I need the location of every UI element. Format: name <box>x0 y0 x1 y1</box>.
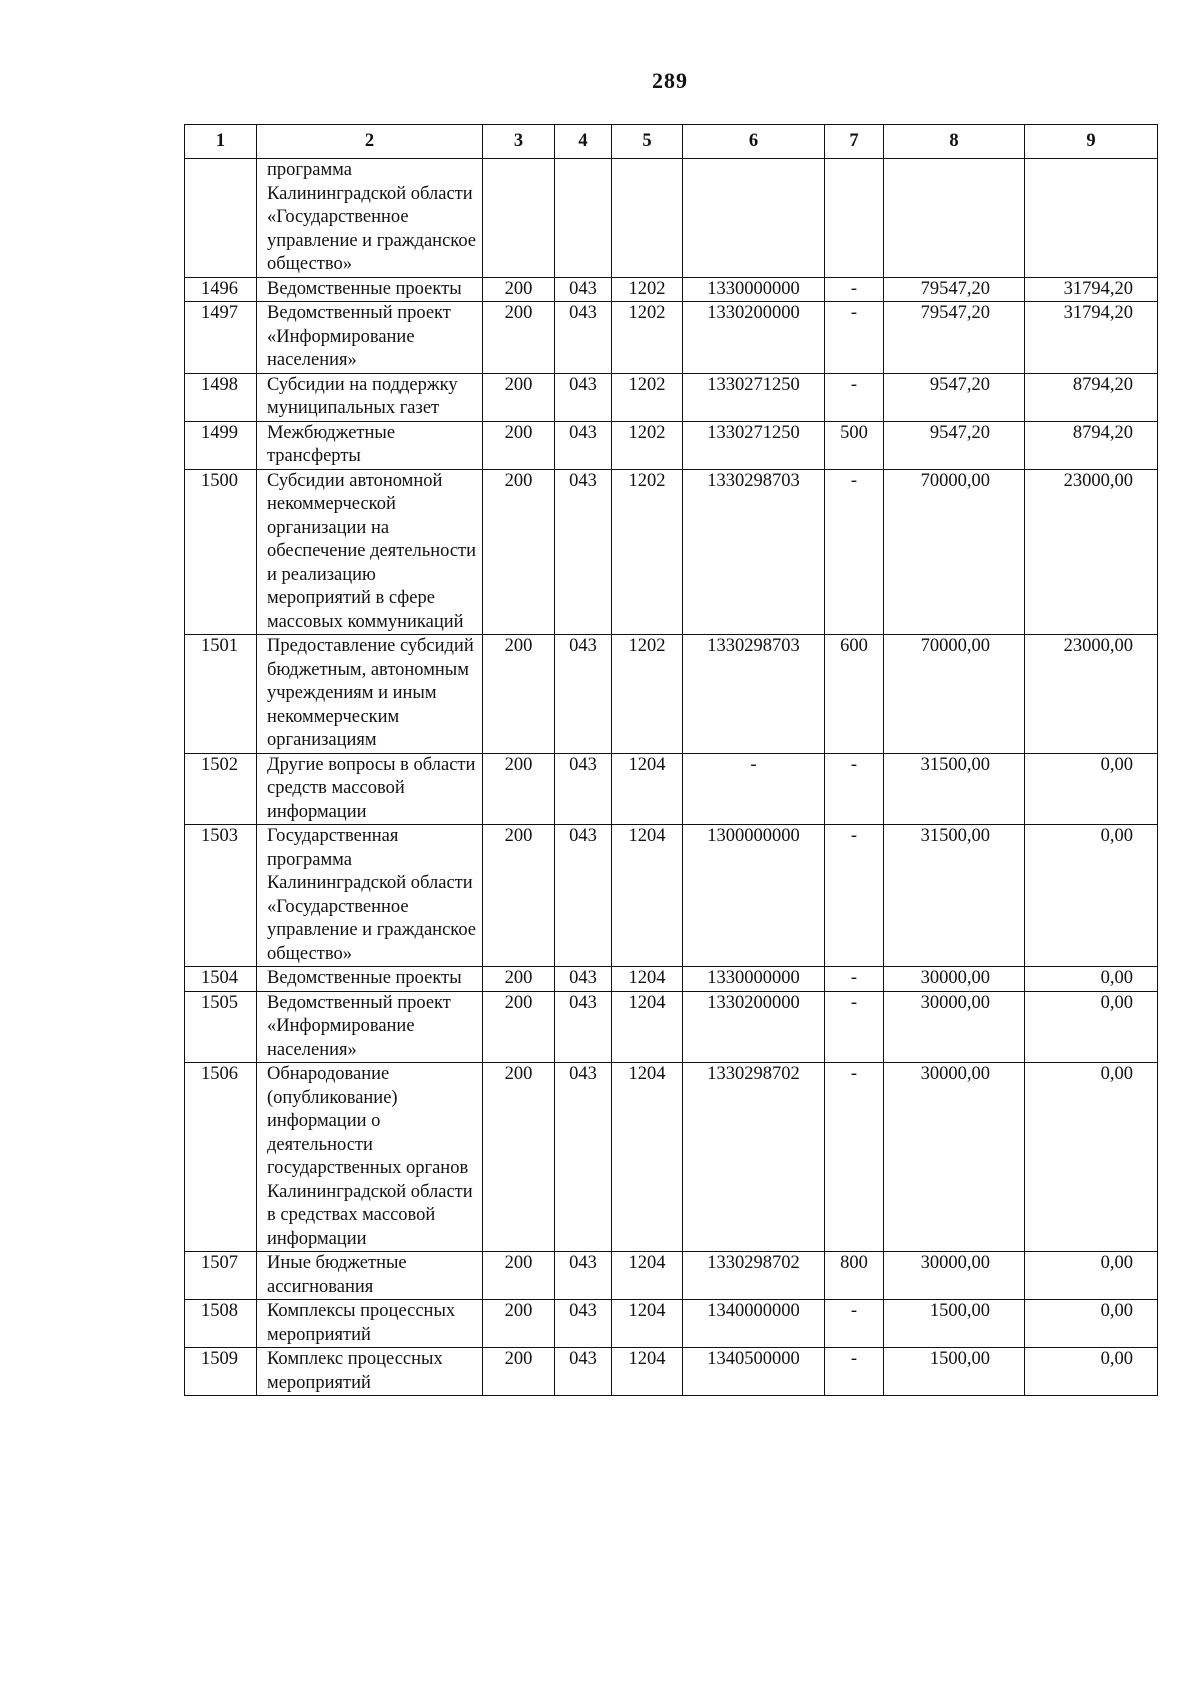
col6-cell: 1330200000 <box>683 991 825 1063</box>
col8-amount-cell: 30000,00 <box>884 991 1025 1063</box>
col5-cell: 1204 <box>612 1348 683 1396</box>
header-row <box>185 125 1158 159</box>
col4-cell: 043 <box>555 1252 612 1300</box>
col7-cell: 500 <box>825 421 884 469</box>
col7-cell <box>825 159 884 278</box>
row-number-cell <box>185 159 257 278</box>
col5-cell: 1204 <box>612 825 683 967</box>
col8-amount-cell: 31500,00 <box>884 825 1025 967</box>
col6-cell: 1330000000 <box>683 277 825 302</box>
col5-cell: 1204 <box>612 1300 683 1348</box>
col4-cell: 043 <box>555 421 612 469</box>
col5-cell: 1202 <box>612 277 683 302</box>
col8-amount-cell: 70000,00 <box>884 469 1025 635</box>
row-name-cell: Ведомственный проект «Информирование населения» <box>257 991 483 1063</box>
col3-cell: 200 <box>483 421 555 469</box>
row-number-cell: 1507 <box>185 1252 257 1300</box>
row-name-cell: программа Калининградской области «Государственное управление и гражданское общество» <box>257 159 483 278</box>
col3-cell <box>483 159 555 278</box>
col8-amount-cell: 9547,20 <box>884 421 1025 469</box>
table-row <box>185 421 1158 469</box>
col6-cell: 1330298703 <box>683 469 825 635</box>
col6-cell <box>683 159 825 278</box>
col4-cell: 043 <box>555 753 612 825</box>
col5-cell: 1202 <box>612 302 683 374</box>
col4-cell: 043 <box>555 991 612 1063</box>
col3-cell: 200 <box>483 753 555 825</box>
row-name-cell: Субсидии автономной некоммерческой организации на обеспечение деятельности и реализацию мероприятий в сфере массовых коммуникаций <box>257 469 483 635</box>
budget-table <box>184 124 1158 1396</box>
col3-cell: 200 <box>483 825 555 967</box>
row-number-cell: 1502 <box>185 753 257 825</box>
col5-cell: 1204 <box>612 753 683 825</box>
col5-cell: 1202 <box>612 635 683 754</box>
row-number-cell: 1505 <box>185 991 257 1063</box>
col4-cell: 043 <box>555 277 612 302</box>
col6-cell: 1340500000 <box>683 1348 825 1396</box>
table-row <box>185 991 1158 1063</box>
column-header: 2 <box>257 125 483 159</box>
col4-cell: 043 <box>555 635 612 754</box>
col7-cell: - <box>825 302 884 374</box>
row-name-cell: Комплекс процессных мероприятий <box>257 1348 483 1396</box>
col7-cell: - <box>825 825 884 967</box>
table-row <box>185 1063 1158 1252</box>
table-row <box>185 302 1158 374</box>
col7-cell: - <box>825 277 884 302</box>
row-name-cell: Межбюджетные трансферты <box>257 421 483 469</box>
column-header: 4 <box>555 125 612 159</box>
col3-cell: 200 <box>483 373 555 421</box>
col8-amount-cell: 70000,00 <box>884 635 1025 754</box>
col7-cell: 600 <box>825 635 884 754</box>
row-number-cell: 1501 <box>185 635 257 754</box>
col9-amount-cell: 0,00 <box>1025 753 1158 825</box>
col3-cell: 200 <box>483 1063 555 1252</box>
col4-cell: 043 <box>555 373 612 421</box>
col5-cell: 1204 <box>612 1252 683 1300</box>
column-header: 7 <box>825 125 884 159</box>
col3-cell: 200 <box>483 1348 555 1396</box>
row-name-cell: Ведомственные проекты <box>257 277 483 302</box>
row-name-cell: Субсидии на поддержку муниципальных газет <box>257 373 483 421</box>
row-number-cell: 1509 <box>185 1348 257 1396</box>
col8-amount-cell: 1500,00 <box>884 1348 1025 1396</box>
col6-cell: 1340000000 <box>683 1300 825 1348</box>
column-header: 8 <box>884 125 1025 159</box>
col9-amount-cell: 0,00 <box>1025 991 1158 1063</box>
row-name-cell: Государственная программа Калининградской области «Государственное управление и гражданское общество» <box>257 825 483 967</box>
col7-cell: - <box>825 967 884 992</box>
col9-amount-cell: 8794,20 <box>1025 421 1158 469</box>
col6-cell: 1330000000 <box>683 967 825 992</box>
row-number-cell: 1497 <box>185 302 257 374</box>
table-row <box>185 635 1158 754</box>
col6-cell: - <box>683 753 825 825</box>
row-name-cell: Ведомственный проект «Информирование населения» <box>257 302 483 374</box>
col9-amount-cell: 0,00 <box>1025 967 1158 992</box>
col5-cell: 1202 <box>612 421 683 469</box>
table-row <box>185 1300 1158 1348</box>
col4-cell: 043 <box>555 1348 612 1396</box>
column-header: 9 <box>1025 125 1158 159</box>
col9-amount-cell: 23000,00 <box>1025 469 1158 635</box>
row-number-cell: 1503 <box>185 825 257 967</box>
col3-cell: 200 <box>483 967 555 992</box>
col3-cell: 200 <box>483 302 555 374</box>
table-row <box>185 373 1158 421</box>
col4-cell: 043 <box>555 1300 612 1348</box>
table-row <box>185 967 1158 992</box>
col9-amount-cell: 31794,20 <box>1025 302 1158 374</box>
column-header: 6 <box>683 125 825 159</box>
col5-cell: 1202 <box>612 373 683 421</box>
table-row <box>185 469 1158 635</box>
col5-cell: 1204 <box>612 991 683 1063</box>
col7-cell: - <box>825 991 884 1063</box>
col3-cell: 200 <box>483 635 555 754</box>
col8-amount-cell: 31500,00 <box>884 753 1025 825</box>
row-name-cell: Комплексы процессных мероприятий <box>257 1300 483 1348</box>
row-name-cell: Иные бюджетные ассигнования <box>257 1252 483 1300</box>
col6-cell: 1330271250 <box>683 373 825 421</box>
row-name-cell: Ведомственные проекты <box>257 967 483 992</box>
col8-amount-cell: 79547,20 <box>884 277 1025 302</box>
row-number-cell: 1499 <box>185 421 257 469</box>
col3-cell: 200 <box>483 991 555 1063</box>
col8-amount-cell: 9547,20 <box>884 373 1025 421</box>
row-number-cell: 1496 <box>185 277 257 302</box>
page-number: 289 <box>652 68 688 93</box>
table-row <box>185 1252 1158 1300</box>
col3-cell: 200 <box>483 277 555 302</box>
row-number-cell: 1498 <box>185 373 257 421</box>
col8-amount-cell: 79547,20 <box>884 302 1025 374</box>
table-row <box>185 277 1158 302</box>
col5-cell: 1204 <box>612 967 683 992</box>
col9-amount-cell <box>1025 159 1158 278</box>
col8-amount-cell <box>884 159 1025 278</box>
row-number-cell: 1506 <box>185 1063 257 1252</box>
col6-cell: 1330298702 <box>683 1252 825 1300</box>
col6-cell: 1330200000 <box>683 302 825 374</box>
col3-cell: 200 <box>483 469 555 635</box>
col4-cell: 043 <box>555 302 612 374</box>
col9-amount-cell: 31794,20 <box>1025 277 1158 302</box>
col9-amount-cell: 0,00 <box>1025 825 1158 967</box>
table-row <box>185 159 1158 278</box>
col8-amount-cell: 30000,00 <box>884 1252 1025 1300</box>
table-row <box>185 825 1158 967</box>
row-number-cell: 1504 <box>185 967 257 992</box>
row-number-cell: 1508 <box>185 1300 257 1348</box>
col9-amount-cell: 0,00 <box>1025 1300 1158 1348</box>
col6-cell: 1330298703 <box>683 635 825 754</box>
col8-amount-cell: 1500,00 <box>884 1300 1025 1348</box>
col3-cell: 200 <box>483 1300 555 1348</box>
column-header: 5 <box>612 125 683 159</box>
col9-amount-cell: 0,00 <box>1025 1063 1158 1252</box>
col5-cell: 1204 <box>612 1063 683 1252</box>
col9-amount-cell: 23000,00 <box>1025 635 1158 754</box>
row-name-cell: Другие вопросы в области средств массовой информации <box>257 753 483 825</box>
column-header: 3 <box>483 125 555 159</box>
col5-cell <box>612 159 683 278</box>
col5-cell: 1202 <box>612 469 683 635</box>
col4-cell: 043 <box>555 469 612 635</box>
table-row <box>185 1348 1158 1396</box>
col7-cell: - <box>825 1063 884 1252</box>
col7-cell: - <box>825 1300 884 1348</box>
row-name-cell: Предоставление субсидий бюджетным, автономным учреждениям и иным некоммерческим организациям <box>257 635 483 754</box>
table-row <box>185 753 1158 825</box>
col9-amount-cell: 0,00 <box>1025 1348 1158 1396</box>
col8-amount-cell: 30000,00 <box>884 1063 1025 1252</box>
row-number-cell: 1500 <box>185 469 257 635</box>
col4-cell: 043 <box>555 967 612 992</box>
col7-cell: 800 <box>825 1252 884 1300</box>
row-name-cell: Обнародование (опубликование) информации о деятельности государственных органов Калининградской области в средствах массовой информации <box>257 1063 483 1252</box>
col7-cell: - <box>825 469 884 635</box>
table-body <box>185 159 1158 1396</box>
col6-cell: 1330271250 <box>683 421 825 469</box>
col8-amount-cell: 30000,00 <box>884 967 1025 992</box>
col4-cell <box>555 159 612 278</box>
col4-cell: 043 <box>555 1063 612 1252</box>
col6-cell: 1330298702 <box>683 1063 825 1252</box>
col3-cell: 200 <box>483 1252 555 1300</box>
col6-cell: 1300000000 <box>683 825 825 967</box>
col9-amount-cell: 0,00 <box>1025 1252 1158 1300</box>
col7-cell: - <box>825 753 884 825</box>
col9-amount-cell: 8794,20 <box>1025 373 1158 421</box>
col7-cell: - <box>825 1348 884 1396</box>
col4-cell: 043 <box>555 825 612 967</box>
col7-cell: - <box>825 373 884 421</box>
column-header: 1 <box>185 125 257 159</box>
